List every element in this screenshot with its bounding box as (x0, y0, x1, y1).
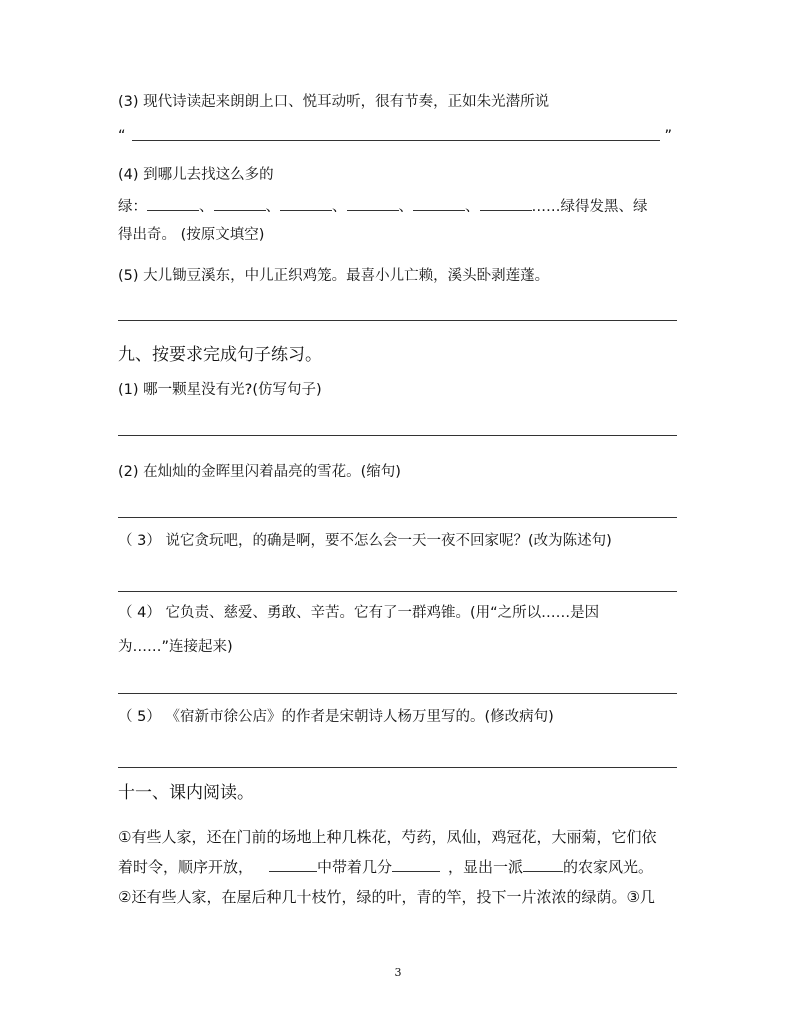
answer-line-9-1[interactable] (118, 435, 677, 436)
fill-blank-a[interactable] (269, 857, 317, 872)
fill-blank-4[interactable] (347, 196, 399, 211)
question-8-5-text: (5) 大儿锄豆溪东，中儿正织鸡笼。最喜小儿亡赖，溪头卧剥莲蓬。 (118, 268, 550, 284)
question-9-2: (2) 在灿灿的金晖里闪着晶亮的雪花。(缩句) (118, 464, 401, 480)
reading-paragraph-line3: ②还有些人家，在屋后种几十枝竹，绿的叶，青的竿，投下一片浓浓的绿荫。③几 (118, 888, 655, 906)
answer-line-9-2[interactable] (118, 517, 677, 518)
reading-paragraph-line2 (118, 852, 678, 882)
fill-blank-5[interactable] (413, 196, 465, 211)
q4-prefix: 绿： (118, 199, 147, 215)
fill-blank-b[interactable] (392, 857, 440, 872)
fill-blank-3[interactable] (280, 196, 332, 211)
fill-blank-2[interactable] (214, 196, 266, 211)
question-8-3-text: (3) 现代诗读起来朗朗上口、悦耳动听，很有节奏，正如朱光潜所说 (118, 94, 550, 110)
para-text-b: 中带着几分 (317, 858, 393, 876)
answer-underline[interactable] (132, 140, 660, 141)
fill-blank-c[interactable] (523, 857, 563, 872)
fill-blank-1[interactable] (147, 196, 199, 211)
question-9-1: (1) 哪一颗星没有光?(仿写句子) (118, 382, 322, 398)
question-9-3: （ 3） 说它贪玩吧，的确是啊，要不怎么会一天一夜不回家呢？(改为陈述句) (118, 533, 612, 549)
para-text-c: ，显出一派 (448, 858, 524, 876)
question-9-4-line1: （ 4） 它负责、慈爱、勇敢、辛苦。它有了一群鸡锥。(用“之所以……是因 (118, 605, 600, 621)
separator: 、 (265, 199, 280, 215)
q4-suffix: ……绿得发黑、绿 (531, 199, 648, 215)
question-8-4-line3: 得出奇。 (按原文填空) (118, 227, 265, 243)
question-9-5: （ 5） 《宿新市徐公店》的作者是宋朝诗人杨万里写的。(修改病句) (118, 709, 554, 725)
answer-line-9-5[interactable] (118, 767, 677, 768)
question-8-4-line2 (118, 196, 648, 217)
separator: 、 (199, 199, 214, 215)
answer-line-9-4[interactable] (118, 693, 677, 694)
section-11-heading: 十一、课内阅读。 (118, 783, 254, 803)
answer-line-9-3[interactable] (118, 591, 677, 592)
separator: 、 (465, 199, 480, 215)
para-text-d: 的农家风光。 (563, 858, 654, 876)
separator: 、 (332, 199, 347, 215)
close-quote: ” (664, 128, 672, 144)
para-text-a: 着时令，顺序开放， (118, 858, 254, 876)
question-8-4-line1: (4) 到哪儿去找这么多的 (118, 167, 274, 183)
page-number: 3 (394, 966, 402, 979)
answer-line-8-5[interactable] (118, 320, 677, 321)
separator: 、 (398, 199, 413, 215)
section-9-heading: 九、按要求完成句子练习。 (118, 345, 322, 365)
open-quote: “ (118, 128, 126, 144)
fill-blank-6[interactable] (480, 196, 532, 211)
reading-paragraph-line1: ①有些人家，还在门前的场地上种几株花，芍药，凤仙，鸡冠花，大丽菊，它们依 (118, 828, 657, 846)
question-9-4-line2: 为……”连接起来) (118, 639, 233, 655)
